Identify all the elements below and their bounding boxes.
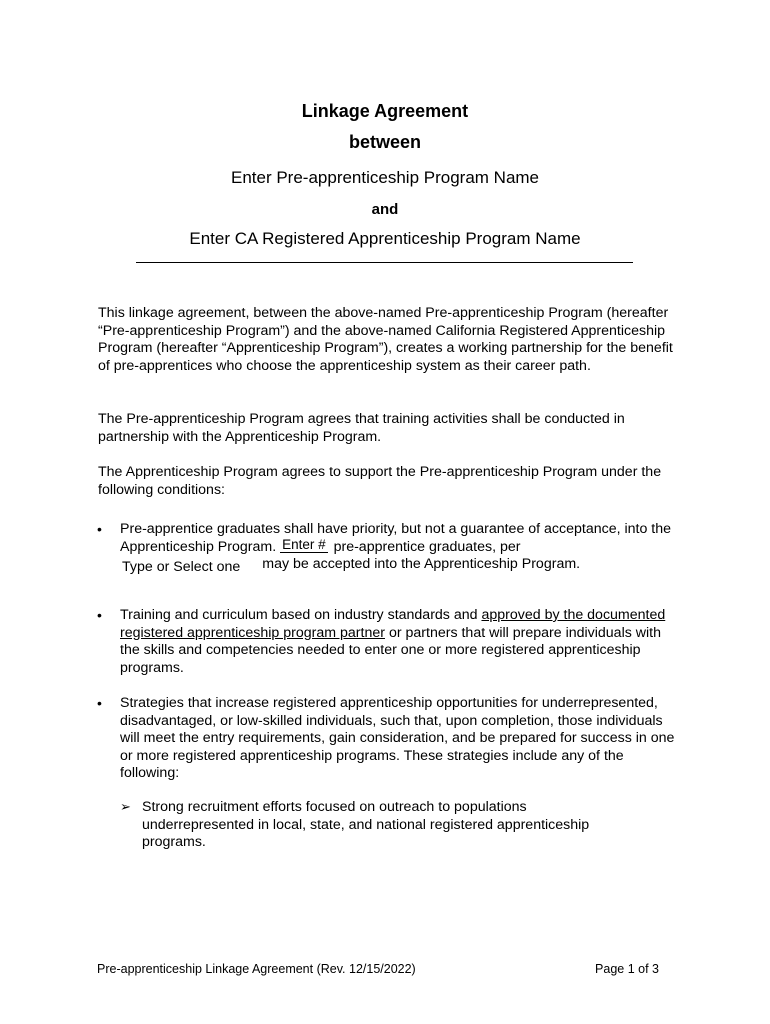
and-connector: and xyxy=(371,201,399,218)
bullet-training-text-1: Training and curriculum based on industry standards and xyxy=(120,607,478,623)
ca-apprenticeship-program-name-field[interactable]: Enter CA Registered Apprenticeship Program Name xyxy=(189,229,581,248)
pre-apprenticeship-program-name-field[interactable]: Enter Pre-apprenticeship Program Name xyxy=(230,168,540,187)
bullet-training-text-2: or partners that will prepare individuals with the skills and competencies needed to enter one or more registered apprenticeship programs. xyxy=(120,624,661,676)
bullet-training xyxy=(120,607,675,677)
period-select-field[interactable]: Type or Select one xyxy=(122,559,241,575)
bullet-dot-icon: • xyxy=(97,521,102,537)
graduates-number-field[interactable]: Enter # xyxy=(282,536,326,552)
bullet-dot-icon: • xyxy=(97,607,102,623)
footer-document-name: Pre-apprenticeship Linkage Agreement (Rev. 12/15/2022) xyxy=(97,962,416,976)
bullet-training-underlined: approved by the documented registered apprenticeship program partner xyxy=(120,607,666,641)
bullet-strategies: Strategies that increase registered apprenticeship opportunities for underrepresented, disadvantaged, or low-skilled individuals, such that, upon completion, those individuals will meet the entry requirements, gain consideration, and be prepared for success in one or more registered apprenticeship programs. These strategies include any of the following: xyxy=(120,695,675,781)
bullet-priority xyxy=(120,521,675,574)
document-subtitle: between xyxy=(348,132,422,152)
document-title: Linkage Agreement xyxy=(301,101,469,121)
bullet-priority-text-3: may be accepted into the Apprenticeship Program. xyxy=(262,556,581,572)
bullet-priority-text-1: Pre-apprentice graduates shall have priority, but not a guarantee of acceptance, into the Apprenticeship Program. xyxy=(120,521,672,555)
sub-bullet-recruitment: Strong recruitment efforts focused on outreach to populations underrepresented in local, state, and national registered apprenticeship programs. xyxy=(142,799,590,850)
footer-page-number: Page 1 of 3 xyxy=(595,962,659,976)
bullet-priority-text-2: pre-apprentice graduates, per xyxy=(333,538,521,555)
title-divider xyxy=(136,262,633,263)
training-paragraph: The Pre-apprenticeship Program agrees that training activities shall be conducted in partnership with the Apprenticeship Program. xyxy=(98,411,625,445)
intro-paragraph: This linkage agreement, between the above-named Pre-apprenticeship Program (hereafter “Pre-apprenticeship Program”) and the above-named California Registered Apprenticeship Program (hereafter “Apprenticeship Program”), creates a working partnership for the benefit of pre-apprentices who choose the apprenticeship system as their career path. xyxy=(98,305,673,374)
conditions-paragraph: The Apprenticeship Program agrees to support the Pre-apprenticeship Program under the following conditions: xyxy=(98,464,662,498)
bullet-dot-icon: • xyxy=(97,695,102,711)
arrow-bullet-icon: ➢ xyxy=(120,799,131,814)
